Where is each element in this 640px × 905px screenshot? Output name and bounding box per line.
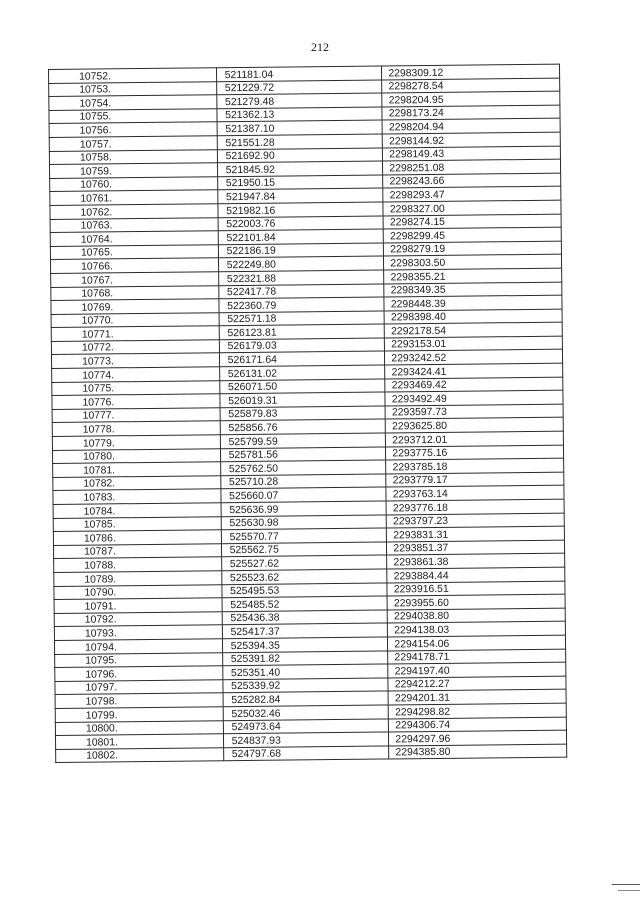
x-coordinate-cell: 526123.81 [219,324,385,339]
point-number-cell: 10790. [54,584,222,599]
x-coordinate-cell: 525485.52 [222,596,388,611]
y-coordinate-cell: 2294154.06 [388,635,566,650]
y-coordinate-cell: 2294306.74 [389,717,567,732]
point-number-cell: 10778. [52,421,220,436]
point-number-cell: 10771. [51,326,219,341]
y-coordinate-cell: 2293625.80 [386,418,564,433]
point-number-cell: 10781. [53,462,221,477]
point-number-cell: 10775. [52,380,220,395]
point-number-cell: 10753. [49,81,217,96]
y-coordinate-cell: 2298278.54 [382,78,560,93]
y-coordinate-cell: 2298293.47 [383,186,561,201]
x-coordinate-cell: 524837.93 [223,732,389,747]
point-number-cell: 10799. [55,707,223,722]
x-coordinate-cell: 526131.02 [219,365,385,380]
point-number-cell: 10784. [53,503,221,518]
point-number-cell: 10767. [51,272,219,287]
x-coordinate-cell: 525436.38 [222,610,388,625]
y-coordinate-cell: 2298149.43 [383,146,561,161]
point-number-cell: 10752. [49,68,217,83]
page-number: 212 [311,40,329,54]
x-coordinate-cell: 521947.84 [217,188,383,203]
x-coordinate-cell: 526179.03 [219,338,385,353]
x-coordinate-cell: 525339.92 [223,678,389,693]
y-coordinate-cell: 2293851.37 [387,540,565,555]
x-coordinate-cell: 525710.28 [220,474,386,489]
y-coordinate-cell: 2298398.40 [384,309,562,324]
x-coordinate-cell: 525660.07 [221,487,387,502]
point-number-cell: 10798. [55,693,223,708]
y-coordinate-cell: 2298204.94 [382,119,560,134]
y-coordinate-cell: 2293785.18 [386,458,564,473]
x-coordinate-cell: 521229.72 [216,80,382,95]
x-coordinate-cell: 521387.10 [217,120,383,135]
point-number-cell: 10755. [49,109,217,124]
point-number-cell: 10765. [50,244,218,259]
x-coordinate-cell: 525630.98 [221,515,387,530]
point-number-cell: 10782. [53,476,221,491]
x-coordinate-cell: 525523.62 [221,569,387,584]
point-number-cell: 10763. [50,217,218,232]
x-coordinate-cell: 524797.68 [223,746,389,761]
x-coordinate-cell: 522321.88 [218,270,384,285]
x-coordinate-cell: 521362.13 [217,107,383,122]
x-coordinate-cell: 522186.19 [218,243,384,258]
x-coordinate-cell: 525879.83 [220,406,386,421]
point-number-cell: 10760. [50,176,218,191]
y-coordinate-cell: 2298355.21 [384,268,562,283]
y-coordinate-cell: 2298173.24 [382,105,560,120]
y-coordinate-cell: 2293775.16 [386,445,564,460]
y-coordinate-cell: 2294201.31 [388,689,566,704]
x-coordinate-cell: 522360.79 [219,297,385,312]
y-coordinate-cell: 2293916.51 [387,581,565,596]
y-coordinate-cell: 2293884.44 [387,567,565,582]
x-coordinate-cell: 521551.28 [217,134,383,149]
y-coordinate-cell: 2298279.19 [384,241,562,256]
point-number-cell: 10786. [53,530,221,545]
y-coordinate-cell: 2293492.49 [385,390,563,405]
point-number-cell: 10792. [54,611,222,626]
point-number-cell: 10780. [52,448,220,463]
point-number-cell: 10758. [49,149,217,164]
y-coordinate-cell: 2293861.38 [387,553,565,568]
x-coordinate-cell: 525562.75 [221,542,387,557]
point-number-cell: 10788. [54,557,222,572]
y-coordinate-cell: 2298327.00 [383,200,561,215]
y-coordinate-cell: 2298204.95 [382,91,560,106]
point-number-cell: 10774. [52,367,220,382]
y-coordinate-cell: 2293797.23 [387,513,565,528]
y-coordinate-cell: 2298274.15 [383,214,561,229]
x-coordinate-cell: 526071.50 [219,379,385,394]
y-coordinate-cell: 2298309.12 [382,64,560,79]
x-coordinate-cell: 525032.46 [223,705,389,720]
y-coordinate-cell: 2294138.03 [388,621,566,636]
y-coordinate-cell: 2292178.54 [385,322,563,337]
x-coordinate-cell: 521279.48 [216,93,382,108]
y-coordinate-cell: 2294385.80 [389,744,567,759]
point-number-cell: 10761. [50,190,218,205]
y-coordinate-cell: 2293242.52 [385,350,563,365]
point-number-cell: 10773. [51,353,219,368]
point-number-cell: 10777. [52,408,220,423]
y-coordinate-cell: 2293597.73 [385,404,563,419]
y-coordinate-cell: 2298251.08 [383,159,561,174]
y-coordinate-cell: 2293712.01 [386,431,564,446]
y-coordinate-cell: 2298303.50 [384,254,562,269]
y-coordinate-cell: 2298243.66 [383,173,561,188]
y-coordinate-cell: 2293779.17 [386,472,564,487]
coordinate-table-body [49,64,567,763]
point-number-cell: 10766. [50,258,218,273]
x-coordinate-cell: 525762.50 [220,460,386,475]
point-number-cell: 10795. [55,652,223,667]
point-number-cell: 10779. [52,435,220,450]
y-coordinate-cell: 2294197.40 [388,662,566,677]
x-coordinate-cell: 525351.40 [222,664,388,679]
y-coordinate-cell: 2294298.82 [389,703,567,718]
coordinate-table [48,64,567,764]
point-number-cell: 10770. [51,312,219,327]
x-coordinate-cell: 525799.59 [220,433,386,448]
y-coordinate-cell: 2294178.71 [388,649,566,664]
x-coordinate-cell: 525417.37 [222,623,388,638]
bottom-edge-mark-short [618,890,640,891]
x-coordinate-cell: 521950.15 [217,175,383,190]
x-coordinate-cell: 525781.56 [220,447,386,462]
point-number-cell: 10796. [55,666,223,681]
point-number-cell: 10772. [51,340,219,355]
x-coordinate-cell: 522249.80 [218,256,384,271]
x-coordinate-cell: 522101.84 [218,229,384,244]
y-coordinate-cell: 2293424.41 [385,363,563,378]
y-coordinate-cell: 2294212.27 [388,676,566,691]
y-coordinate-cell: 2298349.35 [384,282,562,297]
y-coordinate-cell: 2298448.39 [384,295,562,310]
x-coordinate-cell: 525636.99 [221,501,387,516]
point-number-cell: 10801. [55,734,223,749]
point-number-cell: 10794. [54,639,222,654]
x-coordinate-cell: 522571.18 [219,311,385,326]
point-number-cell: 10768. [51,285,219,300]
x-coordinate-cell: 525495.53 [222,583,388,598]
point-number-cell: 10800. [55,720,223,735]
point-number-cell: 10787. [53,543,221,558]
point-number-cell: 10769. [51,299,219,314]
point-number-cell: 10783. [53,489,221,504]
x-coordinate-cell: 526019.31 [220,392,386,407]
x-coordinate-cell: 521982.16 [218,202,384,217]
x-coordinate-cell: 525527.62 [221,555,387,570]
point-number-cell: 10764. [50,231,218,246]
x-coordinate-cell: 525282.84 [223,691,389,706]
point-number-cell: 10791. [54,598,222,613]
x-coordinate-cell: 524973.64 [223,718,389,733]
x-coordinate-cell: 522417.78 [218,283,384,298]
x-coordinate-cell: 525394.35 [222,637,388,652]
point-number-cell: 10757. [49,136,217,151]
x-coordinate-cell: 525570.77 [221,528,387,543]
y-coordinate-cell: 2293776.18 [386,499,564,514]
x-coordinate-cell: 522003.76 [218,216,384,231]
y-coordinate-cell: 2293153.01 [385,336,563,351]
x-coordinate-cell: 525391.82 [222,651,388,666]
y-coordinate-cell: 2293469.42 [385,377,563,392]
point-number-cell: 10762. [50,204,218,219]
x-coordinate-cell: 521692.90 [217,148,383,163]
point-number-cell: 10759. [50,163,218,178]
point-number-cell: 10802. [56,747,224,762]
point-number-cell: 10776. [52,394,220,409]
x-coordinate-cell: 521845.92 [217,161,383,176]
point-number-cell: 10789. [54,571,222,586]
y-coordinate-cell: 2293763.14 [386,486,564,501]
x-coordinate-cell: 526171.64 [219,351,385,366]
y-coordinate-cell: 2294038.80 [388,608,566,623]
x-coordinate-cell: 525856.76 [220,419,386,434]
y-coordinate-cell: 2293955.60 [387,594,565,609]
point-number-cell: 10754. [49,95,217,110]
point-number-cell: 10793. [54,625,222,640]
y-coordinate-cell: 2293831.31 [387,526,565,541]
y-coordinate-cell: 2294297.96 [389,730,567,745]
x-coordinate-cell: 521181.04 [216,66,382,81]
y-coordinate-cell: 2298299.45 [384,227,562,242]
point-number-cell: 10756. [49,122,217,137]
bottom-edge-mark [612,884,640,885]
point-number-cell: 10797. [55,679,223,694]
point-number-cell: 10785. [53,516,221,531]
y-coordinate-cell: 2298144.92 [383,132,561,147]
